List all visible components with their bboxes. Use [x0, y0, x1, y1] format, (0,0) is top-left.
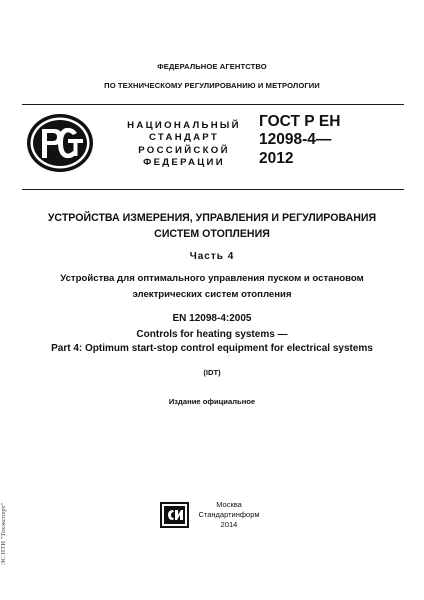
- subtitle-line-2: электрических систем отопления: [132, 289, 292, 300]
- rst-logo-icon: [25, 112, 95, 174]
- subtitle-line-1: Устройства для оптимального управления пуском и остановом: [60, 273, 364, 284]
- idt-label: (IDT): [203, 368, 221, 377]
- watermark: ЭС НТИ "Техэксперт": [0, 502, 7, 565]
- top-rule: [22, 104, 404, 105]
- en-code: EN 12098-4:2005: [172, 313, 252, 324]
- publisher-stamp-icon: [160, 502, 189, 528]
- standard-line-3: РОССИЙСКОЙ: [138, 144, 230, 156]
- part-label: Часть 4: [189, 251, 235, 262]
- publisher-info: [195, 500, 263, 530]
- gost-line-3: 2012: [259, 149, 294, 167]
- gost-number: [259, 113, 340, 168]
- publisher-name: Стандартинформ: [198, 510, 260, 519]
- gost-line-2: 12098-4—: [259, 131, 332, 149]
- en-title-line-1: Controls for heating systems —: [136, 329, 288, 340]
- agency-name-line2: ПО ТЕХНИЧЕСКОМУ РЕГУЛИРОВАНИЮ И МЕТРОЛОГИИ: [104, 81, 320, 90]
- publisher-city: Москва: [216, 500, 242, 509]
- standard-block: [118, 120, 250, 170]
- publisher-year: 2014: [220, 520, 238, 529]
- agency-name-line1: ФЕДЕРАЛЬНОЕ АГЕНТСТВО: [157, 62, 267, 71]
- gost-line-1: ГОСТ Р ЕН: [259, 113, 341, 130]
- rst-logo: [25, 112, 95, 174]
- standard-line-2: СТАНДАРТ: [148, 132, 220, 144]
- bottom-rule: [22, 189, 404, 190]
- title-line-2: СИСТЕМ ОТОПЛЕНИЯ: [154, 228, 270, 240]
- title-line-1: УСТРОЙСТВА ИЗМЕРЕНИЯ, УПРАВЛЕНИЯ И РЕГУЛИРОВАНИЯ: [47, 212, 377, 224]
- edition-label: Издание официальное: [168, 397, 256, 406]
- en-title-line-2: Part 4: Optimum start-stop control equipment for electrical systems: [51, 343, 373, 354]
- standard-line-1: НАЦИОНАЛЬНЫЙ: [127, 120, 241, 131]
- publisher-stamp: [160, 502, 189, 528]
- standard-line-4: ФЕДЕРАЦИИ: [143, 157, 225, 169]
